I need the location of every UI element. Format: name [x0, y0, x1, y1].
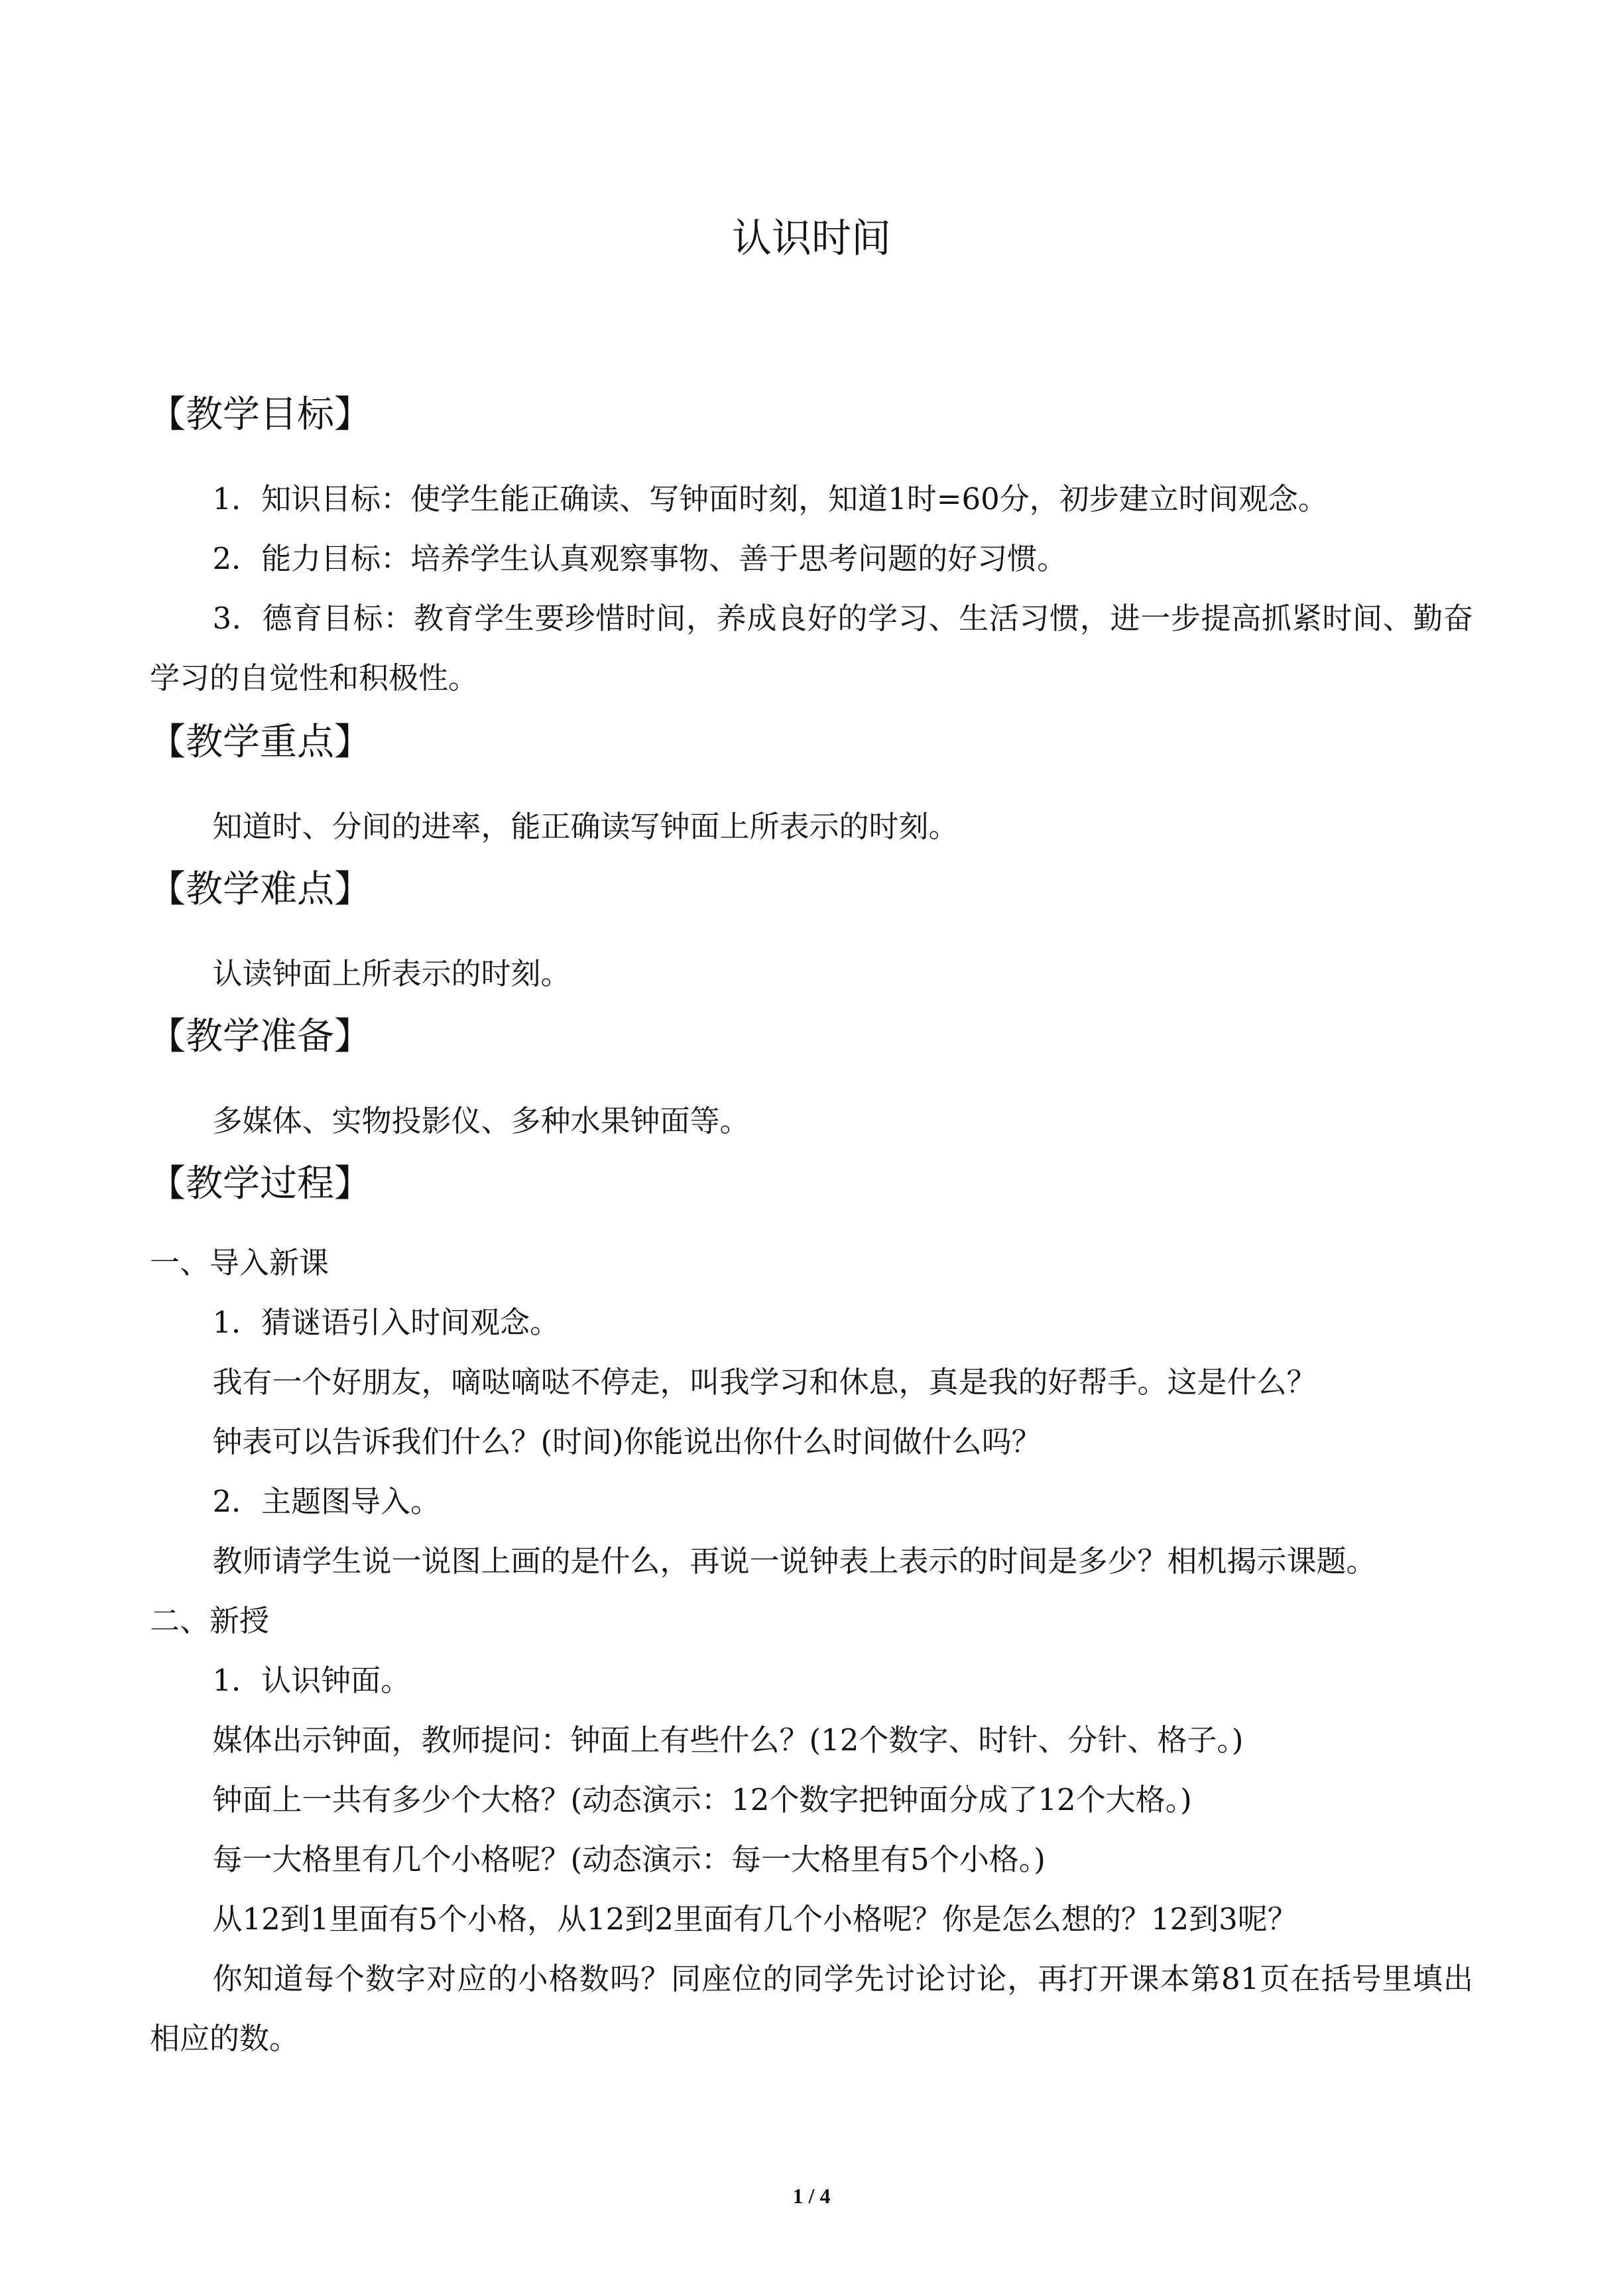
intro-line-4: 2．主题图导入。	[212, 1484, 441, 1519]
preparation-text: 多媒体、实物投影仪、多种水果钟面等。	[212, 1103, 750, 1138]
intro-line-1: 1．猜谜语引入时间观念。	[212, 1305, 560, 1340]
section-new-title: 二、新授	[150, 1603, 270, 1638]
heading-objectives: 【教学目标】	[149, 393, 371, 436]
page-number: 1 / 4	[792, 2184, 831, 2208]
new-line-5: 从12到1里面有5个小格，从12到2里面有几个小格呢？你是怎么想的？12到3呢？	[212, 1902, 1297, 1937]
objective-knowledge: 1．知识目标：使学生能正确读、写钟面时刻，知道1时=60分，初步建立时间观念。	[212, 481, 1328, 516]
new-line-2: 媒体出示钟面，教师提问：钟面上有些什么？(12个数字、时针、分针、格子。)	[212, 1722, 1244, 1758]
intro-line-2: 我有一个好朋友，嘀哒嘀哒不停走，叫我学习和休息，真是我的好帮手。这是什么？	[212, 1364, 1317, 1400]
difficulties-text: 认读钟面上所表示的时刻。	[212, 956, 571, 991]
intro-line-3: 钟表可以告诉我们什么？(时间)你能说出你什么时间做什么吗？	[212, 1424, 1042, 1459]
heading-preparation: 【教学准备】	[149, 1015, 371, 1058]
heading-difficulties: 【教学难点】	[149, 868, 371, 911]
new-line-1: 1．认识钟面。	[212, 1663, 411, 1698]
intro-line-5: 教师请学生说一说图上画的是什么，再说一说钟表上表示的时间是多少？相机揭示课题。	[212, 1543, 1376, 1579]
heading-key-points: 【教学重点】	[149, 721, 371, 764]
key-points-text: 知道时、分间的进率，能正确读写钟面上所表示的时刻。	[212, 809, 959, 844]
section-intro-title: 一、导入新课	[150, 1245, 330, 1280]
new-line-6: 你知道每个数字对应的小格数吗？同座位的同学先讨论讨论，再打开课本第81页在括号里填出相应的数。	[150, 1961, 1473, 2056]
new-line-4: 每一大格里有几个小格呢？(动态演示：每一大格里有5个小格。)	[212, 1842, 1046, 1877]
page-title: 认识时间	[732, 215, 891, 262]
objective-moral: 3．德育目标：教育学生要珍惜时间，养成良好的学习、生活习惯，进一步提高抓紧时间、勤奋学习的自觉性和积极性。	[150, 601, 1473, 695]
heading-process: 【教学过程】	[149, 1162, 371, 1205]
objective-ability: 2．能力目标：培养学生认真观察事物、善于思考问题的好习惯。	[212, 541, 1067, 576]
new-line-3: 钟面上一共有多少个大格？(动态演示：12个数字把钟面分成了12个大格。)	[212, 1782, 1192, 1817]
